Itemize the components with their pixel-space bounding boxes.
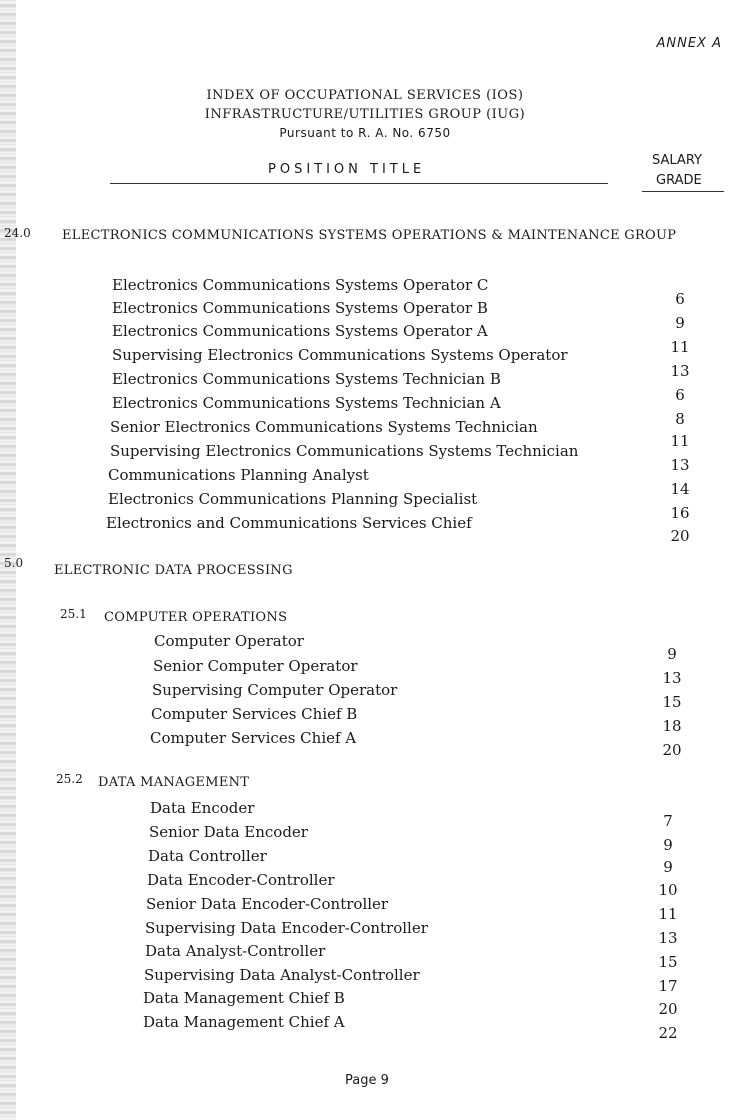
subsection-25-2-title: DATA MANAGEMENT: [98, 775, 250, 790]
salary-grade: 13: [658, 929, 678, 947]
list-item: Electronics Communications Systems Technician B: [112, 370, 501, 388]
salary-grade: 10: [658, 881, 678, 899]
list-item: Senior Computer Operator: [153, 657, 358, 675]
salary-column-header: SALARY: [652, 153, 702, 168]
salary-grade: 11: [658, 905, 678, 923]
salary-grade: 8: [675, 410, 685, 428]
list-item: Electronics Communications Systems Operator B: [112, 299, 488, 317]
list-item: Computer Services Chief B: [151, 705, 358, 723]
list-item: Supervising Electronics Communications Systems Operator: [112, 346, 568, 364]
list-item: Senior Data Encoder-Controller: [146, 895, 389, 913]
list-item: Computer Services Chief A: [150, 729, 357, 747]
list-item: Data Encoder: [150, 799, 255, 817]
list-item: Electronics Communications Systems Operator A: [112, 322, 488, 340]
legal-basis: Pursuant to R. A. No. 6750: [279, 126, 451, 140]
list-item: Electronics Communications Systems Operator C: [112, 276, 489, 294]
salary-grade: 7: [663, 812, 673, 830]
list-item: Electronics Communications Planning Specialist: [108, 490, 478, 508]
position-title-underline: [110, 183, 608, 184]
list-item: Data Management Chief A: [143, 1013, 345, 1031]
salary-grade: 11: [670, 432, 690, 450]
list-item: Supervising Data Encoder-Controller: [145, 919, 428, 937]
list-item: Supervising Electronics Communications Systems Technician: [110, 442, 579, 460]
salary-grade: 17: [658, 977, 678, 995]
salary-grade: 22: [658, 1024, 678, 1042]
section-24-title: ELECTRONICS COMMUNICATIONS SYSTEMS OPERATIONS & MAINTENANCE GROUP: [62, 228, 677, 243]
salary-grade: 15: [658, 953, 678, 971]
document-title: INDEX OF OCCUPATIONAL SERVICES (IOS): [206, 88, 524, 103]
salary-grade: 6: [675, 290, 685, 308]
subsection-25-2-number: 25.2: [56, 772, 83, 786]
list-item: Electronics Communications Systems Technician A: [112, 394, 501, 412]
salary-grade: 11: [670, 338, 690, 356]
list-item: Senior Electronics Communications Systems Technician: [110, 418, 538, 436]
salary-grade: 13: [670, 456, 690, 474]
page-number: Page 9: [345, 1073, 389, 1088]
list-item: Computer Operator: [154, 632, 304, 650]
salary-grade: 14: [670, 480, 690, 498]
salary-grade: 9: [675, 314, 685, 332]
salary-grade: 20: [662, 741, 682, 759]
list-item: Electronics and Communications Services Chief: [106, 514, 472, 532]
salary-grade: 6: [675, 386, 685, 404]
salary-grade: 20: [658, 1000, 678, 1018]
list-item: Data Controller: [148, 847, 267, 865]
subsection-25-1-number: 25.1: [60, 607, 87, 621]
salary-grade: 9: [663, 836, 673, 854]
list-item: Data Management Chief B: [143, 989, 345, 1007]
list-item: Supervising Data Analyst-Controller: [144, 966, 420, 984]
section-25-number: 5.0: [4, 556, 24, 570]
section-24-number: 24.0: [4, 226, 31, 240]
salary-grade: 9: [667, 645, 677, 663]
section-25-title: ELECTRONIC DATA PROCESSING: [54, 563, 293, 578]
list-item: Communications Planning Analyst: [108, 466, 369, 484]
annex-label: ANNEX A: [656, 36, 722, 51]
grade-column-header: GRADE: [656, 173, 702, 188]
list-item: Data Analyst-Controller: [145, 942, 326, 960]
document-subtitle: INFRASTRUCTURE/UTILITIES GROUP (IUG): [204, 107, 526, 122]
salary-grade: 9: [663, 858, 673, 876]
list-item: Senior Data Encoder: [149, 823, 308, 841]
grade-underline: [642, 191, 724, 192]
salary-grade: 13: [662, 669, 682, 687]
list-item: Data Encoder-Controller: [147, 871, 335, 889]
subsection-25-1-title: COMPUTER OPERATIONS: [104, 610, 288, 625]
salary-grade: 18: [662, 717, 682, 735]
position-title-column-header: POSITION TITLE: [268, 162, 426, 177]
salary-grade: 13: [670, 362, 690, 380]
salary-grade: 15: [662, 693, 682, 711]
salary-grade: 20: [670, 527, 690, 545]
salary-grade: 16: [670, 504, 690, 522]
list-item: Supervising Computer Operator: [152, 681, 398, 699]
